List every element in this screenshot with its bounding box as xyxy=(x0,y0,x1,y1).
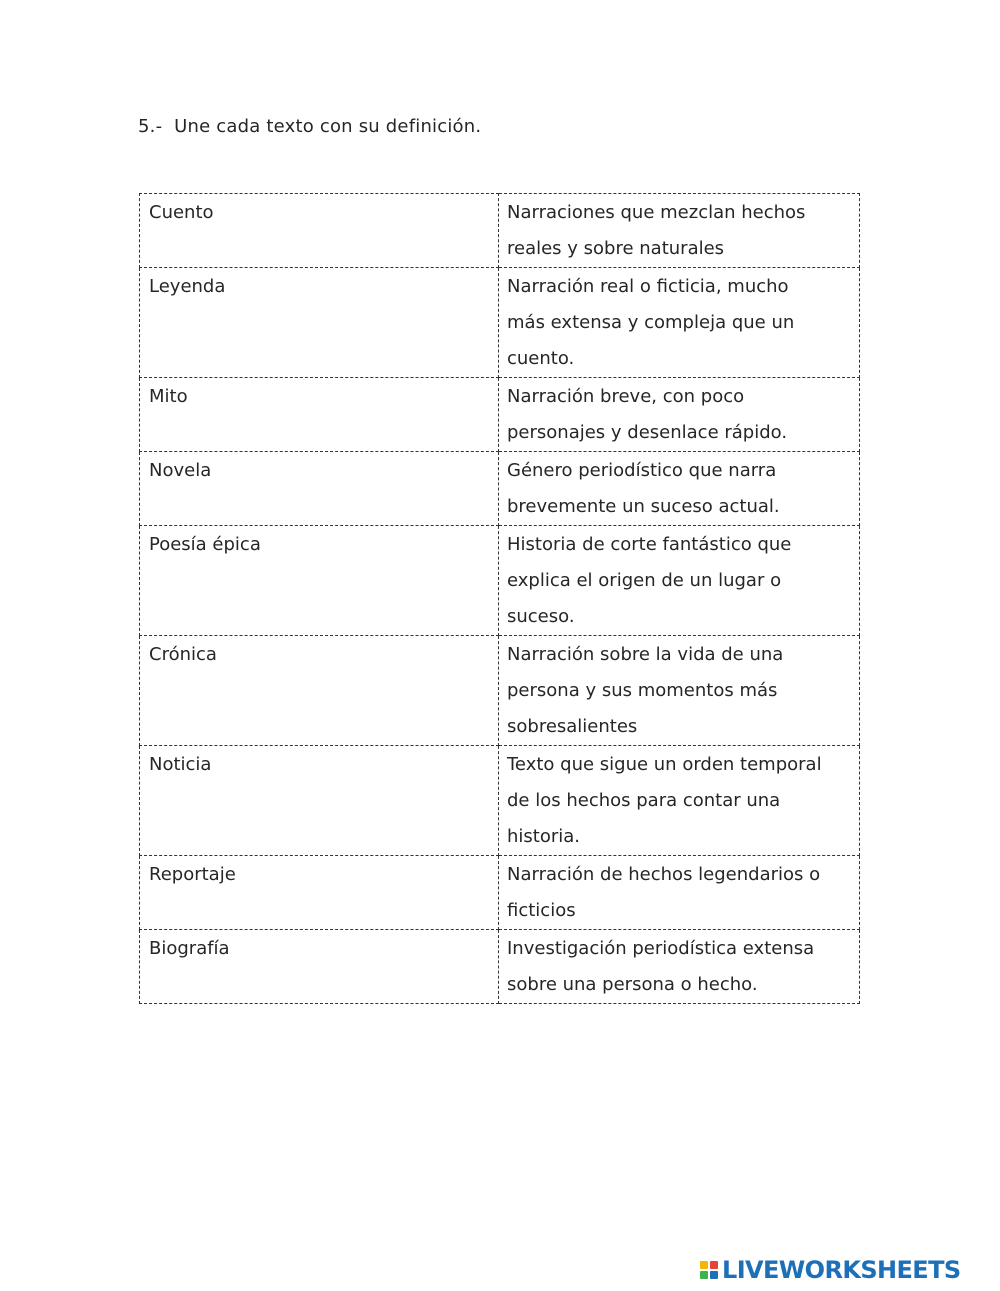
definition-cell xyxy=(499,746,860,856)
definition-line: explica el origen de un lugar o xyxy=(507,570,782,591)
term-cell: Poesía épica xyxy=(140,526,499,636)
table-row xyxy=(140,378,860,452)
definition-cell xyxy=(499,930,860,1004)
definition-cell xyxy=(499,526,860,636)
logo-square-icon xyxy=(700,1271,708,1279)
table-row xyxy=(140,452,860,526)
definition-line: brevemente un suceso actual. xyxy=(507,496,780,517)
definition-cell xyxy=(499,268,860,378)
definition-line: Historia de corte fantástico que xyxy=(507,534,792,555)
term-cell: Cuento xyxy=(140,194,499,268)
term-cell: Crónica xyxy=(140,636,499,746)
term-cell: Novela xyxy=(140,452,499,526)
definition-line: Narración breve, con poco xyxy=(507,386,745,407)
definition-line: más extensa y compleja que un xyxy=(507,312,795,333)
logo-square-icon xyxy=(700,1261,708,1269)
logo-square-icon xyxy=(710,1261,718,1269)
logo-text: LIVEWORKSHEETS xyxy=(722,1256,961,1284)
definition-line: personajes y desenlace rápido. xyxy=(507,422,788,443)
definition-line: Texto que sigue un orden temporal xyxy=(507,754,822,775)
definition-line: de los hechos para contar una xyxy=(507,790,781,811)
term-cell: Mito xyxy=(140,378,499,452)
definition-line: sobresalientes xyxy=(507,716,638,737)
definition-cell xyxy=(499,452,860,526)
definition-cell xyxy=(499,856,860,930)
definition-line: Narraciones que mezclan hechos xyxy=(507,202,806,223)
table-row xyxy=(140,526,860,636)
definition-line: Investigación periodística extensa xyxy=(507,938,815,959)
term-cell: Noticia xyxy=(140,746,499,856)
definition-line: Narración de hechos legendarios o xyxy=(507,864,821,885)
table-row xyxy=(140,268,860,378)
definition-line: cuento. xyxy=(507,348,575,369)
table-row xyxy=(140,856,860,930)
matching-table-body xyxy=(140,194,860,1004)
definition-line: sobre una persona o hecho. xyxy=(507,974,758,995)
instruction-text: 5.- Une cada texto con su definición. xyxy=(138,116,482,137)
term-cell: Reportaje xyxy=(140,856,499,930)
term-cell: Leyenda xyxy=(140,268,499,378)
liveworksheets-logo xyxy=(700,1257,961,1283)
definition-line: Narración sobre la vida de una xyxy=(507,644,784,665)
definition-line: Narración real o ficticia, mucho xyxy=(507,276,789,297)
definition-line: historia. xyxy=(507,826,581,847)
table-row xyxy=(140,930,860,1004)
definition-cell xyxy=(499,194,860,268)
definition-line: Género periodístico que narra xyxy=(507,460,777,481)
term-cell: Biografía xyxy=(140,930,499,1004)
table-row xyxy=(140,746,860,856)
definition-line: ficticios xyxy=(507,900,576,921)
definition-cell xyxy=(499,378,860,452)
logo-square-icon xyxy=(710,1271,718,1279)
logo-icon xyxy=(700,1261,718,1279)
table-row xyxy=(140,194,860,268)
definition-line: persona y sus momentos más xyxy=(507,680,778,701)
table-row xyxy=(140,636,860,746)
definition-line: suceso. xyxy=(507,606,575,627)
matching-table xyxy=(139,193,860,1004)
definition-line: reales y sobre naturales xyxy=(507,238,725,259)
definition-cell xyxy=(499,636,860,746)
